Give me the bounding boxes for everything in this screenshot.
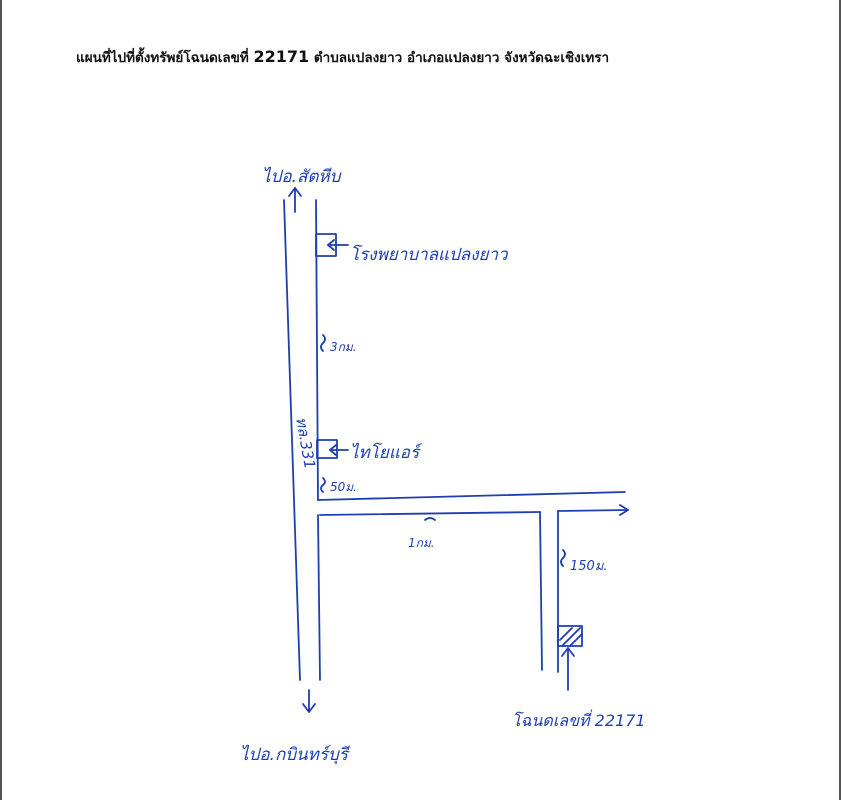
shop-box-icon bbox=[317, 440, 337, 458]
side-road-bottom-edge-west bbox=[320, 512, 540, 515]
hospital-marker bbox=[316, 234, 348, 256]
brace-shop-junction bbox=[321, 478, 325, 492]
brace-branch bbox=[561, 550, 565, 566]
plot-marker bbox=[558, 626, 582, 690]
label-distance-1km: 1กม. bbox=[408, 536, 435, 550]
title-prefix: แผนที่ไปที่ตั้งทรัพย์โฉนดเลขที่ bbox=[76, 50, 249, 66]
brace-side-road bbox=[425, 518, 435, 520]
label-shop: ไทโยแอร์ bbox=[350, 443, 420, 463]
side-road-top-edge bbox=[318, 492, 625, 500]
branch-road-left-edge bbox=[540, 512, 542, 670]
label-distance-50m: 50ม. bbox=[330, 480, 357, 494]
branch-road bbox=[540, 511, 558, 672]
label-hospital: โรงพยาบาลแปลงยาว bbox=[350, 245, 508, 265]
label-road-name: ทล.331 bbox=[292, 415, 319, 471]
south-arrow-icon bbox=[303, 690, 315, 712]
label-distance-3km: 3กม. bbox=[330, 340, 357, 354]
label-plot: โฉนดเลขที่ 22171 bbox=[512, 711, 646, 730]
north-arrow-icon bbox=[289, 188, 301, 212]
shop-marker bbox=[317, 440, 348, 458]
label-south-destination: ไปอ.กบินทร์บุรี bbox=[240, 745, 348, 765]
side-road bbox=[318, 492, 628, 515]
brace-hospital-shop bbox=[321, 335, 325, 351]
highway-right-edge-lower bbox=[318, 515, 320, 680]
side-road-bottom-edge-east bbox=[558, 510, 628, 511]
title-suffix: ตำบลแปลงยาว อำเภอแปลงยาว จังหวัดฉะเชิงเทรา bbox=[313, 50, 610, 66]
label-distance-150m: 150ม. bbox=[570, 559, 608, 574]
title-deed-number: 22171 bbox=[253, 47, 310, 66]
label-north-destination: ไปอ.สัตหีบ bbox=[262, 167, 341, 187]
